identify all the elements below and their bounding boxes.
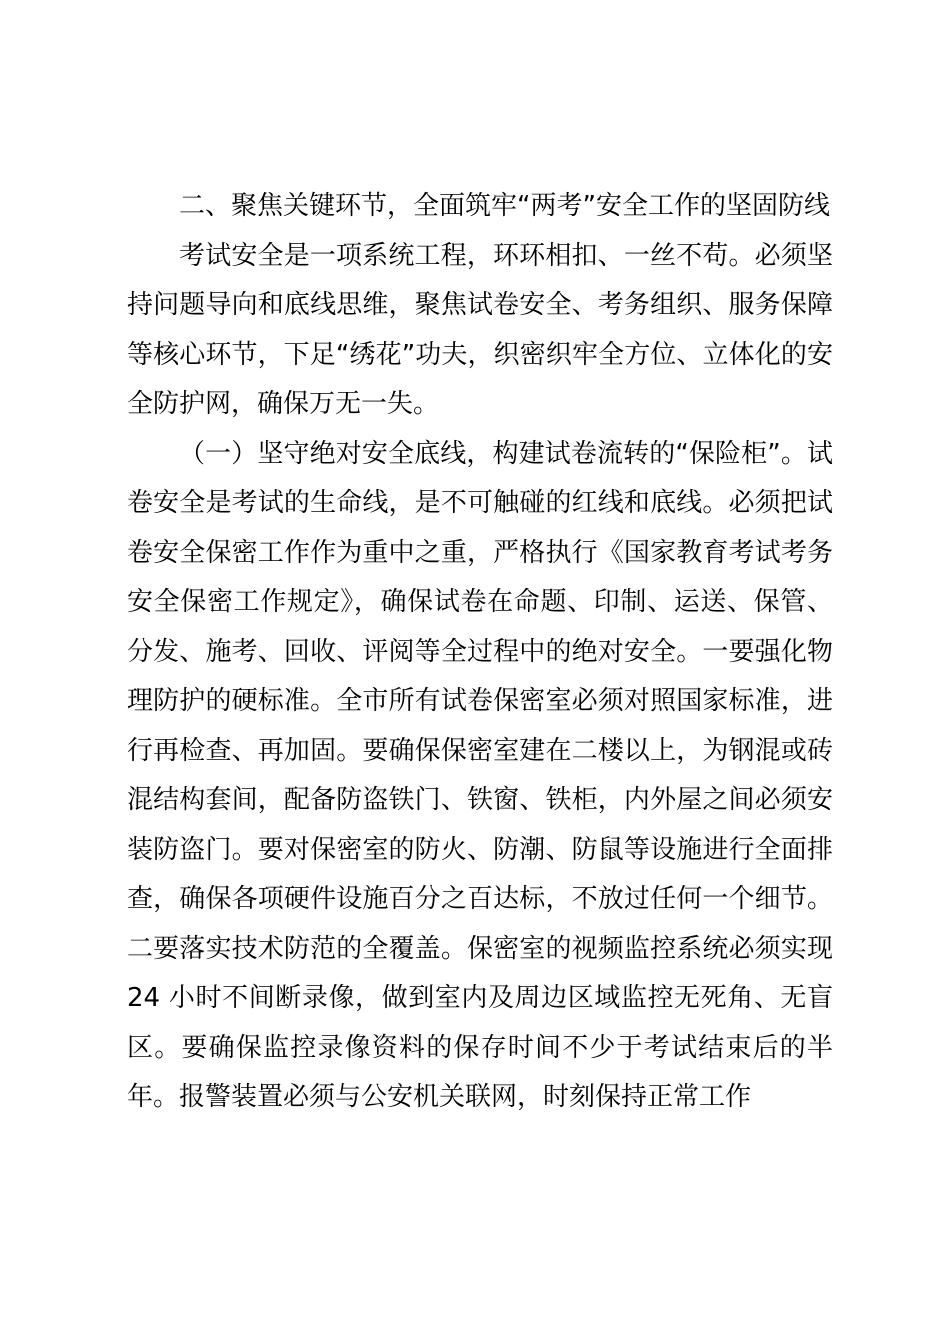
section-heading: 二、聚焦关键环节，全面筑牢“两考”安全工作的坚固防线: [179, 191, 830, 221]
body-paragraph: 考试安全是一项系统工程，环环相扣、一丝不苟。必须坚持问题导向和底线思维，聚焦试卷安全、考务组织、服务保障等核心环节，下足“绣花”功夫，织密织牢全方位、立体化的安全防护网，确保万无一失。: [127, 240, 833, 419]
document-body: [127, 182, 833, 1123]
body-paragraph: （一）坚守绝对安全底线，构建试卷流转的“保险柜”。试卷安全是考试的生命线，是不可触碰的红线和底线。必须把试卷安全保密工作作为重中之重，严格执行《国家教育考试考务安全保密工作规定》，确保试卷在命题、印制、运送、保管、分发、施考、回收、评阅等全过程中的绝对安全。一要强化物理防护的硬标准。全市所有试卷保密室必须对照国家标准，进行再检查、再加固。要确保保密室建在二楼以上，为钢混或砖混结构套间，配备防盗铁门、铁窗、铁柜，内外屋之间必须安装防盗门。要对保密室的防火、防潮、防鼠等设施进行全面排查，确保各项硬件设施百分之百达标，不放过任何一个细节。二要落实技术防范的全覆盖。保密室的视频监控系统必须实现 24 小时不间断录像，做到室内及周边区域监控无死角、无盲区。要确保监控录像资料的保存时间不少于考试结束后的半年。报警装置必须与公安机关联网，时刻保持正常工作: [127, 438, 833, 1112]
